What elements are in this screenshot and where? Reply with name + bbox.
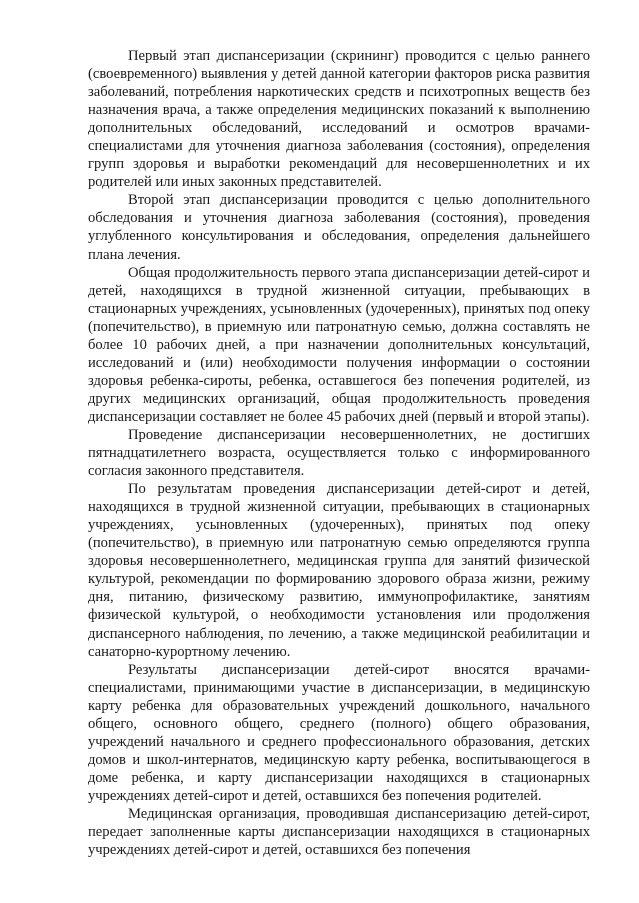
paragraph-results-recording: Результаты диспансеризации детей-сирот вносятся врачами-специалистами, принимающими участие в диспансеризации, в медицинскую карту ребенка для образовательных учреждений дошкольного, начального общего, основного общего, среднего (полного) общего образования, учреждений начального и среднего профессионального образования, детских домов и школ-интернатов, медицинскую карту ребенка, воспитывающегося в доме ребенка, и карту диспансеризации находящихся в стационарных учреждениях детей-сирот и детей, оставшихся без попечения родителей. [88,661,590,804]
paragraph-screening-first-stage: Первый этап диспансеризации (скрининг) проводится с целью раннего (своевременного) выявления у детей данной категории факторов риска развития заболеваний, потребления наркотических средств и психотропных веществ без назначения врача, а также определения медицинских показаний к выполнению дополнительных обследований, исследований и осмотров врачами-специалистами для уточнения диагноза заболевания (состояния), определения групп здоровья и выработки рекомендаций для несовершеннолетних и их родителей или иных законных представителей. [88,48,590,191]
paragraph-informed-consent: Проведение диспансеризации несовершеннолетних, не достигших пятнадцатилетнего возраста, осуществляется только с информированного согласия законного представителя. [88,426,590,480]
paragraph-second-stage: Второй этап диспансеризации проводится с целью дополнительного обследования и уточнения диагноза заболевания (состояния), проведения углубленного консультирования и обследования, определения дальнейшего плана лечения. [88,192,590,263]
paragraph-duration: Общая продолжительность первого этапа диспансеризации детей-сирот и детей, находящихся в трудной жизненной ситуации, пребывающих в стационарных учреждениях, усыновленных (удочеренных), принятых под опеку (попечительство), в приемную или патронатную семью, должна составлять не более 10 рабочих дней, а при назначении дополнительных консультаций, исследований и (или) необходимости получения информации о состоянии здоровья ребенка-сироты, ребенка, оставшегося без попечения родителей, из других медицинских организаций, общая продолжительность проведения диспансеризации составляет не более 45 рабочих дней (первый и второй этапы). [88,264,590,425]
paragraph-results-determination: По результатам проведения диспансеризации детей-сирот и детей, находящихся в трудной жизненной ситуации, пребывающих в стационарных учреждениях, усыновленных (удочеренных), принятых под опеку (попечительство), в приемную или патронатную семью определяются группа здоровья несовершеннолетнего, медицинская группа для занятий физической культурой, рекомендации по формированию здорового образа жизни, режиму дня, питанию, физическому развитию, иммунопрофилактике, занятиям физической культурой, о необходимости установления или продолжения диспансерного наблюдения, по лечению, а также медицинской реабилитации и санаторно-курортному лечению. [88,481,590,660]
document-body [88,47,590,859]
paragraph-card-transfer: Медицинская организация, проводившая диспансеризацию детей-сирот, передает заполненные карты диспансеризации находящихся в стационарных учреждениях детей-сирот и детей, оставшихся без попечения [88,805,590,859]
